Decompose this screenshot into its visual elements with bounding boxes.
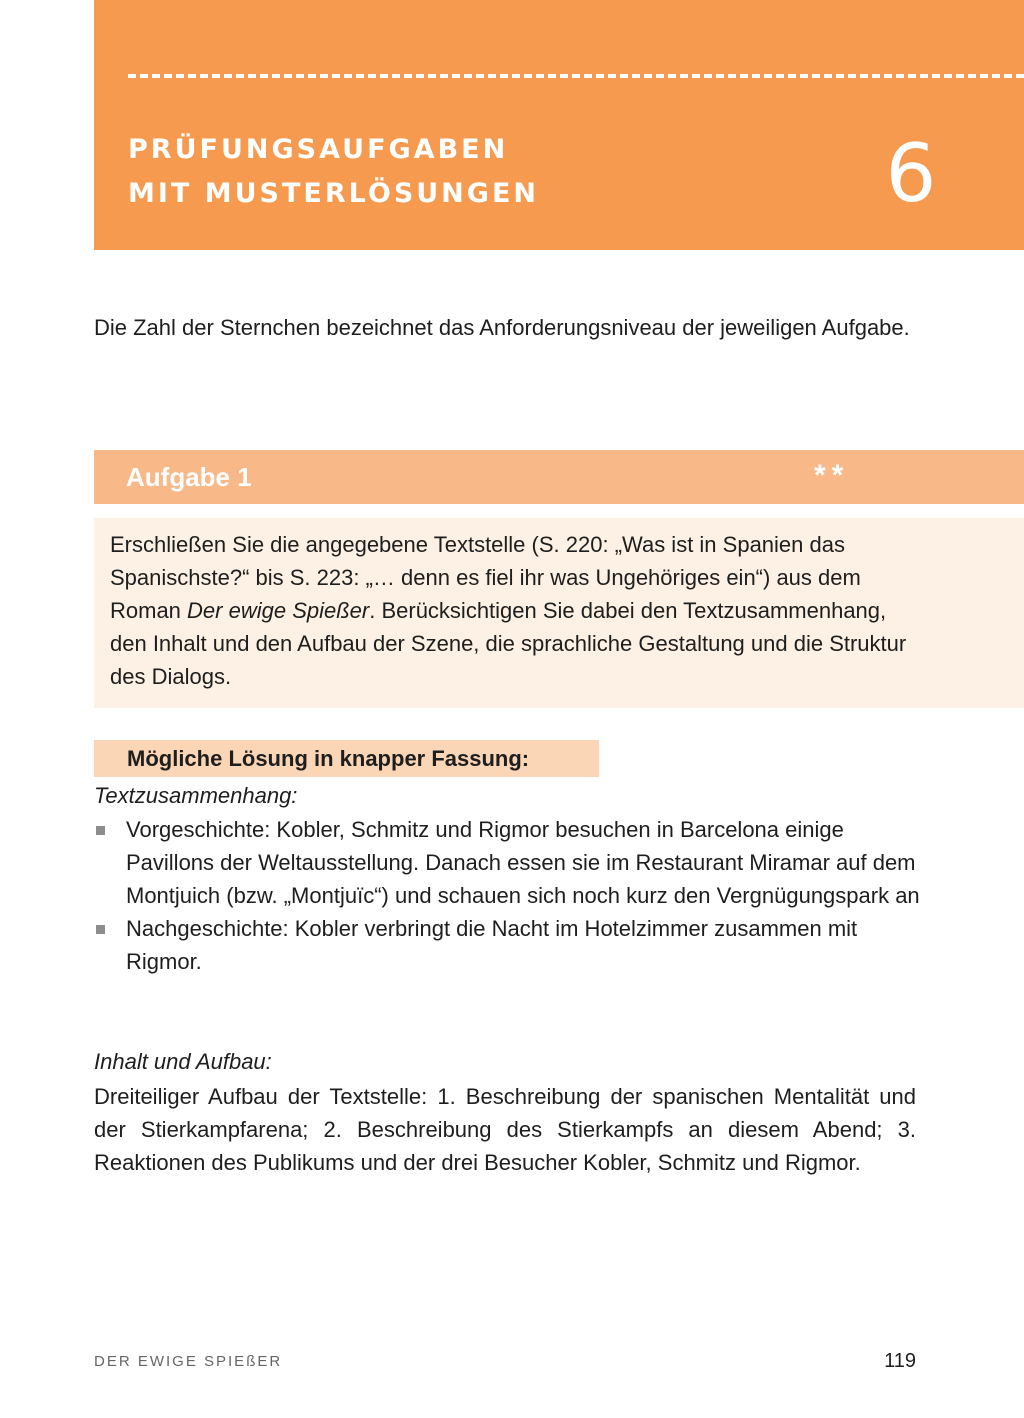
chapter-header: [94, 0, 1024, 250]
task-header: [94, 450, 1024, 504]
intro-paragraph: Die Zahl der Sternchen bezeichnet das Anforderungsniveau der jeweiligen Aufgabe.: [94, 315, 910, 340]
difficulty-stars: **: [814, 459, 850, 492]
book-title-reference: Der ewige Spießer: [187, 598, 370, 623]
structure-heading: Inhalt und Aufbau:: [94, 1049, 272, 1074]
structure-paragraph: Dreiteiliger Aufbau der Textstelle: 1. Beschreibung der spanischen Mentalität und der Stierkampfarena; 2. Beschreibung des Stierkampfs an diesem Abend; 3. Reaktionen des Publikums und der drei Besucher Kobler, Schmitz und Rigmor.: [94, 1084, 916, 1175]
task-text-part-2: . Berücksichtigen Sie dabei den Textzusammenhang, den Inhalt und den Aufbau der Szene, die sprachliche Gestaltung und die Struktur des Dialogs.: [110, 598, 907, 689]
context-bullet-list: [94, 813, 924, 978]
chapter-title-line-2: MIT MUSTERLÖSUNGEN: [128, 178, 539, 209]
chapter-number: 6: [885, 127, 937, 220]
bullet-text: Nachgeschichte: Kobler verbringt die Nacht im Hotelzimmer zusammen mit Rigmor.: [126, 916, 858, 974]
chapter-title: [128, 128, 539, 216]
bullet-square-icon: [96, 826, 105, 835]
page-number: 119: [884, 1350, 916, 1372]
footer-book-title: DER EWIGE SPIEßER: [94, 1353, 283, 1370]
task-title: Aufgabe 1: [126, 462, 252, 492]
bullet-text: Vorgeschichte: Kobler, Schmitz und Rigmor besuchen in Barcelona einige Pavillons der Weltausstellung. Danach essen sie im Restaurant Miramar auf dem Montjuich (bzw. „Montjuïc“) und schauen sich noch kurz den Vergnügungspark an: [126, 817, 920, 908]
chapter-title-line-1: PRÜFUNGSAUFGABEN: [128, 134, 509, 165]
list-item: [94, 813, 924, 912]
bullet-square-icon: [96, 925, 105, 934]
list-item: [94, 912, 924, 978]
task-text: [110, 528, 910, 693]
solution-label: Mögliche Lösung in knapper Fassung:: [127, 746, 530, 771]
context-heading: Textzusammenhang:: [94, 783, 298, 808]
task-text-part-1: Erschließen Sie die angegebene Textstelle (S. 220: „Was ist in Spanien das Spanischste?“ bis S. 223: „… denn es fiel ihr was Ungehöriges ein“) aus dem Roman: [110, 532, 861, 623]
task-description-box: [94, 518, 1024, 708]
solution-header: [94, 740, 599, 777]
dashed-divider: [128, 74, 1024, 78]
